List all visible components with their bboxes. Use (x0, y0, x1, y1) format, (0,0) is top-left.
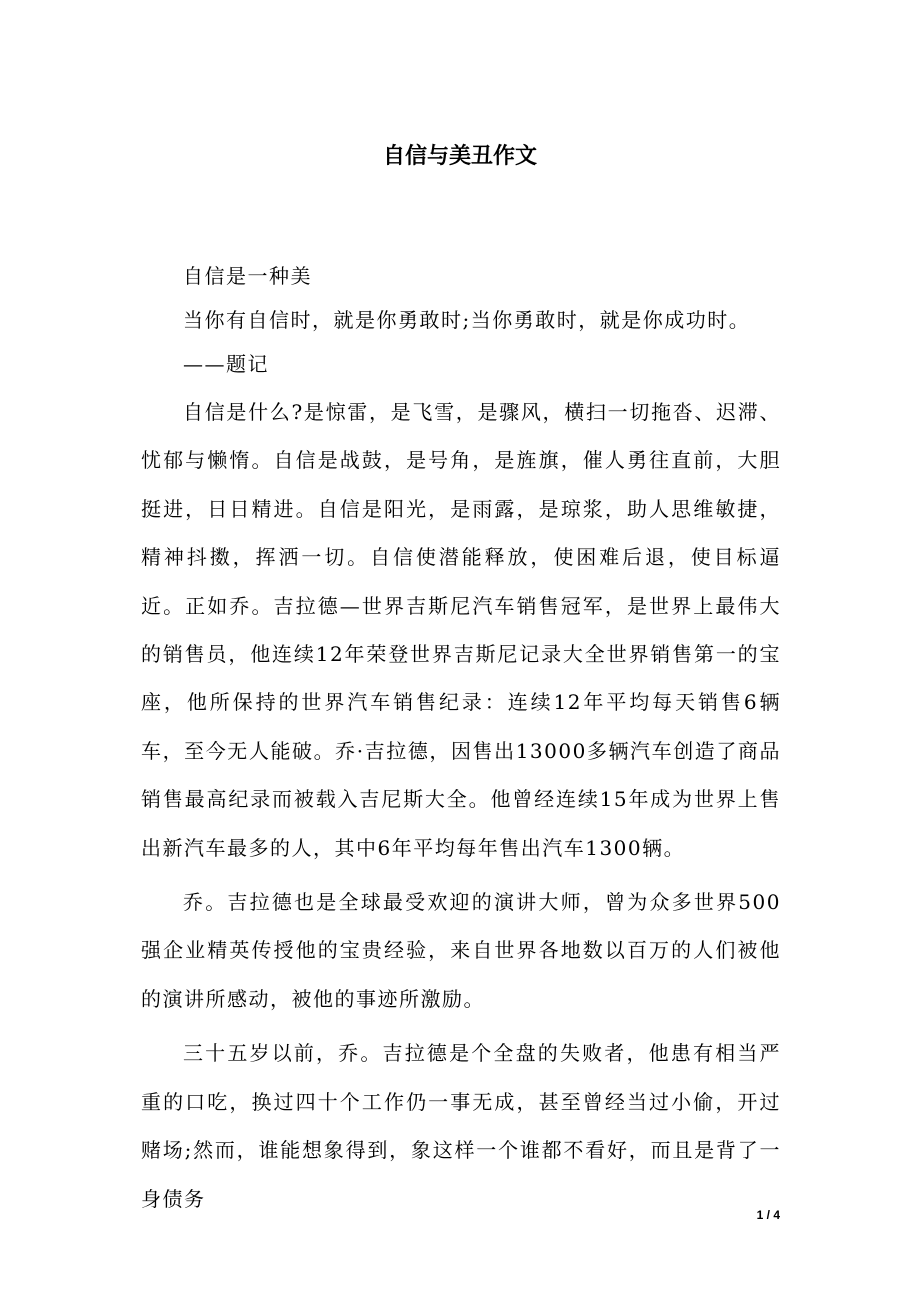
paragraph-6: 三十五岁以前，乔。吉拉德是个全盘的失败者，他患有相当严重的口吃，换过四十个工作仍一事无成，甚至曾经当过小偷，开过赌场;然而，谁能想象得到，象这样一个谁都不看好，而且是背了一身债务 (141, 1041, 781, 1211)
paragraph-epigraph-attribution: ——题记 (183, 352, 269, 376)
document-title: 自信与美丑作文 (382, 144, 537, 169)
paragraph-5: 乔。吉拉德也是全球最受欢迎的演讲大师，曾为众多世界500强企业精英传授他的宝贵经验，来自世界各地数以百万的人们被他的演讲所感动，被他的事迹所激励。 (141, 890, 781, 1011)
page-number: 1 / 4 (756, 1208, 780, 1222)
paragraph-2: 当你有自信时，就是你勇敢时;当你勇敢时，就是你成功时。 (183, 308, 751, 332)
paragraph-1: 自信是一种美 (183, 264, 312, 288)
paragraph-4: 自信是什么?是惊雷，是飞雪，是骤风，横扫一切拖沓、迟滞、忧郁与懒惰。自信是战鼓，是号角，是旌旗，催人勇往直前，大胆挺进，日日精进。自信是阳光，是雨露，是琼浆，助人思维敏捷，精神抖擞，挥洒一切。自信使潜能释放，使困难后退，使目标逼近。正如乔。吉拉德—世界吉斯尼汽车销售冠军，是世界上最伟大的销售员，他连续12年荣登世界吉斯尼记录大全世界销售第一的宝座，他所保持的世界汽车销售纪录：连续12年平均每天销售6辆车，至今无人能破。乔·吉拉德，因售出13000多辆汽车创造了商品销售最高纪录而被载入吉尼斯大全。他曾经连续15年成为世界上售出新汽车最多的人，其中6年平均每年售出汽车1300辆。 (141, 400, 781, 860)
document-body (141, 256, 781, 1229)
